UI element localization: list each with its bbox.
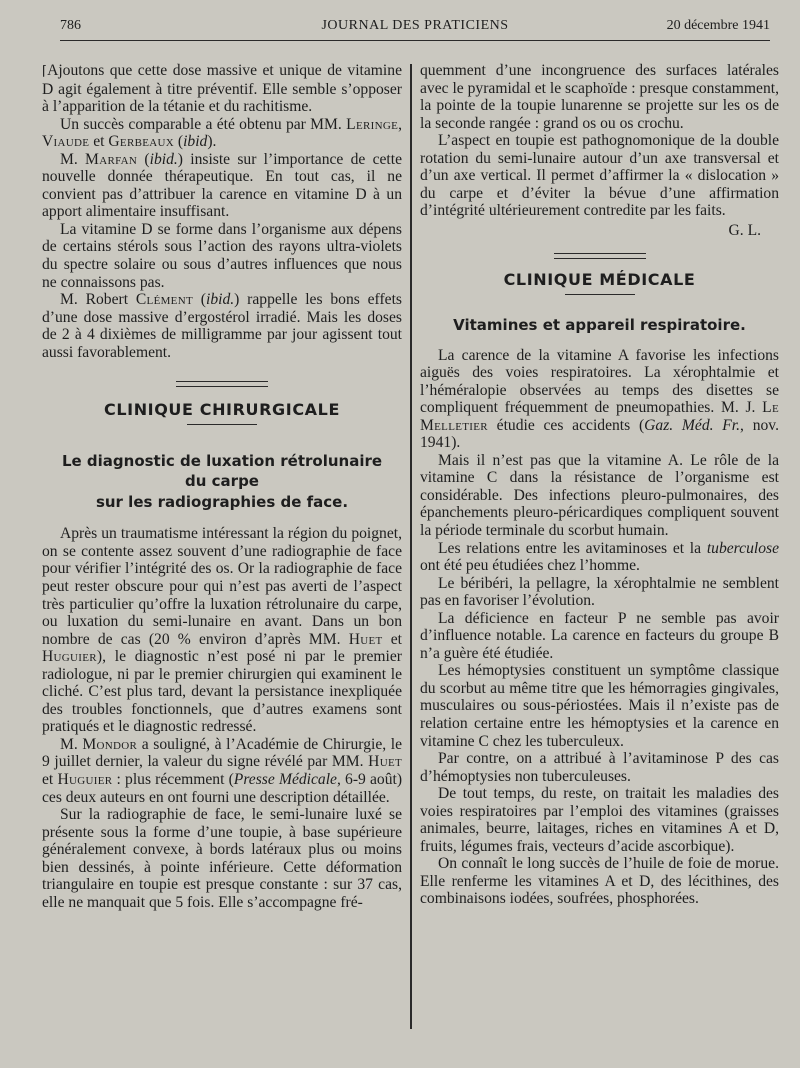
journal-title: JOURNAL DES PRATICIENS [321, 18, 509, 33]
paragraph: On connaît le long succès de l’huile de foie de morue. Elle renferme les vitamines A et D, des lécithines, des combinaisons iodées, soufrées, phosphorées. [420, 855, 779, 908]
paragraph: Mais il n’est pas que la vitamine A. Le rôle de la vitamine C dans la résistance de l’organisme est considérable. Des infections pleuro-pulmonaires, des épanchements pleuro-péricardiques compliquent souvent la période terminale du scorbut humain. [420, 451, 779, 539]
paragraph: M. Mondor a souligné, à l’Académie de Chirurgie, le 9 juillet dernier, la valeur du signe révélé par MM. Huet et Huguier : plus récemment (Presse Médicale, 6-9 août) ces deux auteurs en ont fourni une description détaillée. [42, 735, 403, 806]
paragraph: Les hémoptysies constituent un symptôme classique du scorbut au même titre que les hémorragies gingivales, musculaires ou sous-périostées. Mais il n’existe pas de relation certaine entre les hémoptysies et la carence en vitamine C chez les tuberculeux. [420, 662, 779, 750]
bracket-mark-icon: ⌈ [42, 64, 48, 79]
paragraph: Les relations entre les avitaminoses et la tuberculose ont été peu étudiées chez l’homme. [420, 539, 779, 575]
paragraph: L’aspect en toupie est pathognomonique de la double rotation du semi-lunaire autour d’un axe transversal et d’un axe vertical. Il permet d’affirmer la « dislocation » du carpe et d’éviter la bévue d’une affirmation d’intégrité ultérieurement contredite par les faits. [420, 132, 779, 220]
paragraph: La déficience en facteur P ne semble pas avoir d’influence notable. La carence en facteurs du groupe B n’a guère été étudiée. [420, 609, 779, 662]
paragraph: La carence de la vitamine A favorise les infections aiguës des voies respiratoires. La xérophtalmie et l’héméralopie observées au temps des disettes se compliquent fréquemment de pneumopathies. M. J. Le Melletier étudie ces accidents (Gaz. Méd. Fr., nov. 1941). [420, 346, 779, 452]
right-column [420, 62, 779, 908]
paragraph: M. Marfan (ibid.) insiste sur l’importance de cette nouvelle donnée thérapeutique. En tout cas, il ne convient pas d’attribuer la carence en vitamine D à un apport alimentaire insuffisant. [42, 150, 402, 221]
author-signature: G. L. [728, 221, 761, 239]
page-number: 786 [60, 18, 81, 33]
paragraph: ⌈Ajoutons que cette dose massive et unique de vitamine D agit également à titre préventif. Elle semble s’opposer à l’apparition de la tétanie et du rachitisme. [42, 62, 402, 116]
issue-date: 20 décembre 1941 [666, 18, 770, 33]
section-heading: CLINIQUE CHIRURGICALE [104, 400, 340, 420]
paragraph: Sur la radiographie de face, le semi-lunaire luxé se présente sous la forme d’une toupie, à base supérieure généralement convexe, à bords latéraux plus ou moins bien dessinés, à pointe inférieure. Cette déformation triangulaire en toupie est presque constante : sur 37 cas, elle ne manquait que 5 fois. Elle s’accompagne fré- [42, 806, 402, 911]
page-header [60, 16, 770, 41]
section-heading: CLINIQUE MÉDICALE [503, 270, 696, 290]
paragraph: Après un traumatisme intéressant la région du poignet, on se contente assez souvent d’une radiographie de face pour vérifier l’intégrité des os. Or la radiographie de face peut rester obscure pour qui n’est pas averti de l’aspect très particulier qu’offre la luxation rétrolunaire du carpe, ou luxation du semi-lunaire en avant. Dans un bon nombre de cas (20 % environ d’après MM. Huet et Huguier), le diagnostic n’est posé ni par le premier radiologue, ni par le premier chirurgien qui examinent le cliché. C’est plus tard, devant la persistance inexpliquée des troubles fonctionnels, que d’autres examens sont pratiqués et le diagnostic redressé. [42, 525, 402, 736]
paragraph: De tout temps, du reste, on traitait les maladies des voies respiratoires par l’emploi des vitamines (graisses animales, beurre, laitages, riches en vitamines A et D, fruits, légumes frais, vecteurs d’acide ascorbique). [420, 785, 779, 855]
article-title: Vitamines et appareil respiratoire. [453, 316, 746, 335]
paragraph: La vitamine D se forme dans l’organisme aux dépens de certains stérols sous l’action des rayons ultra-violets du spectre solaire ou sous d’autres influences que nous ne connaissons pas. [42, 220, 402, 291]
left-column [42, 62, 402, 911]
paragraph: quemment d’une incongruence des surfaces latérales avec le pyramidal et le scaphoïde : presque constamment, la pointe de la toupie lunarenne se projette sur les os de la seconde rangée : grand os ou os crochu. [420, 62, 779, 132]
paragraph: Un succès comparable a été obtenu par MM. Leringe, Viaude et Gerbeaux (ibid). [42, 115, 402, 151]
paragraph: M. Robert Clément (ibid.) rappelle les bons effets d’une dose massive d’ergostérol irradié. Mais les doses de 2 à 4 dixièmes de milligramme par jour agissent tout aussi favorablement. [42, 291, 402, 361]
column-divider [410, 64, 412, 1029]
paragraph: Par contre, on a attribué à l’avitaminose P des cas d’hémoptysies non tuberculeuses. [420, 750, 779, 785]
article-title: Le diagnostic de luxation rétrolunaire du carpe sur les radiographies de face. [61, 451, 383, 511]
paragraph: Le béribéri, la pellagre, la xérophtalmie ne semblent pas en favoriser l’évolution. [420, 574, 779, 610]
